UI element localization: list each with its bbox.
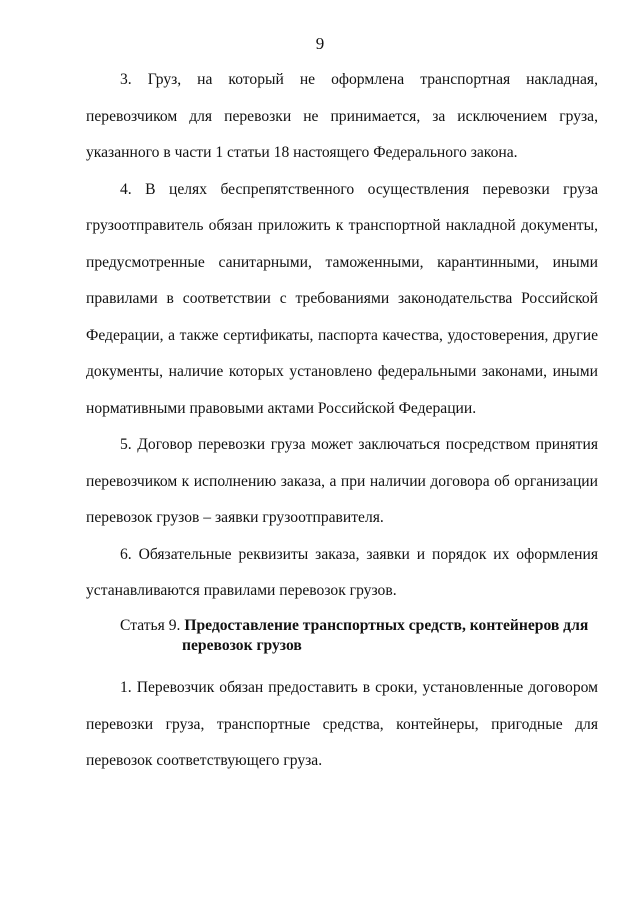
article-title-part-1: Предоставление транспортных средств, контейнеров для [184, 617, 589, 634]
article-title-part-2: перевозок грузов [182, 637, 302, 654]
article-number: Статья 9. [120, 617, 185, 634]
paragraph-5: 5. Договор перевозки груза может заключаться посредством принятия перевозчиком к исполнению заказа, а при наличии договора об организации перевозок грузов – заявки грузоотправителя. [86, 436, 598, 526]
article-heading-line-1 [120, 616, 600, 636]
paragraph-4: 4. В целях беспрепятственного осуществления перевозки груза грузоотправитель обязан приложить к транспортной накладной документы, предусмотренные санитарными, таможенными, карантинными, иными правилами в соответствии с требованиями законодательства Российской Федерации, а также сертификаты, паспорта качества, удостоверения, другие документы, наличие которых установлено федеральными законами, иными нормативными правовыми актами Российской Федерации. [86, 180, 598, 417]
article-8-continuation [86, 62, 598, 610]
article-9-paragraph-1: 1. Перевозчик обязан предоставить в сроки, установленные договором перевозки груза, транспортные средства, контейнеры, пригодные для перевозок соответствующего груза. [86, 679, 598, 769]
paragraph-6: 6. Обязательные реквизиты заказа, заявки и порядок их оформления устанавливаются правилами перевозок грузов. [86, 545, 598, 599]
paragraph-3: 3. Груз, на который не оформлена транспортная накладная, перевозчиком для перевозки не принимается, за исключением груза, указанного в части 1 статьи 18 настоящего Федерального закона. [86, 71, 598, 161]
article-9-body [86, 670, 598, 780]
page-number: 9 [315, 34, 325, 53]
article-9-heading [120, 616, 600, 656]
